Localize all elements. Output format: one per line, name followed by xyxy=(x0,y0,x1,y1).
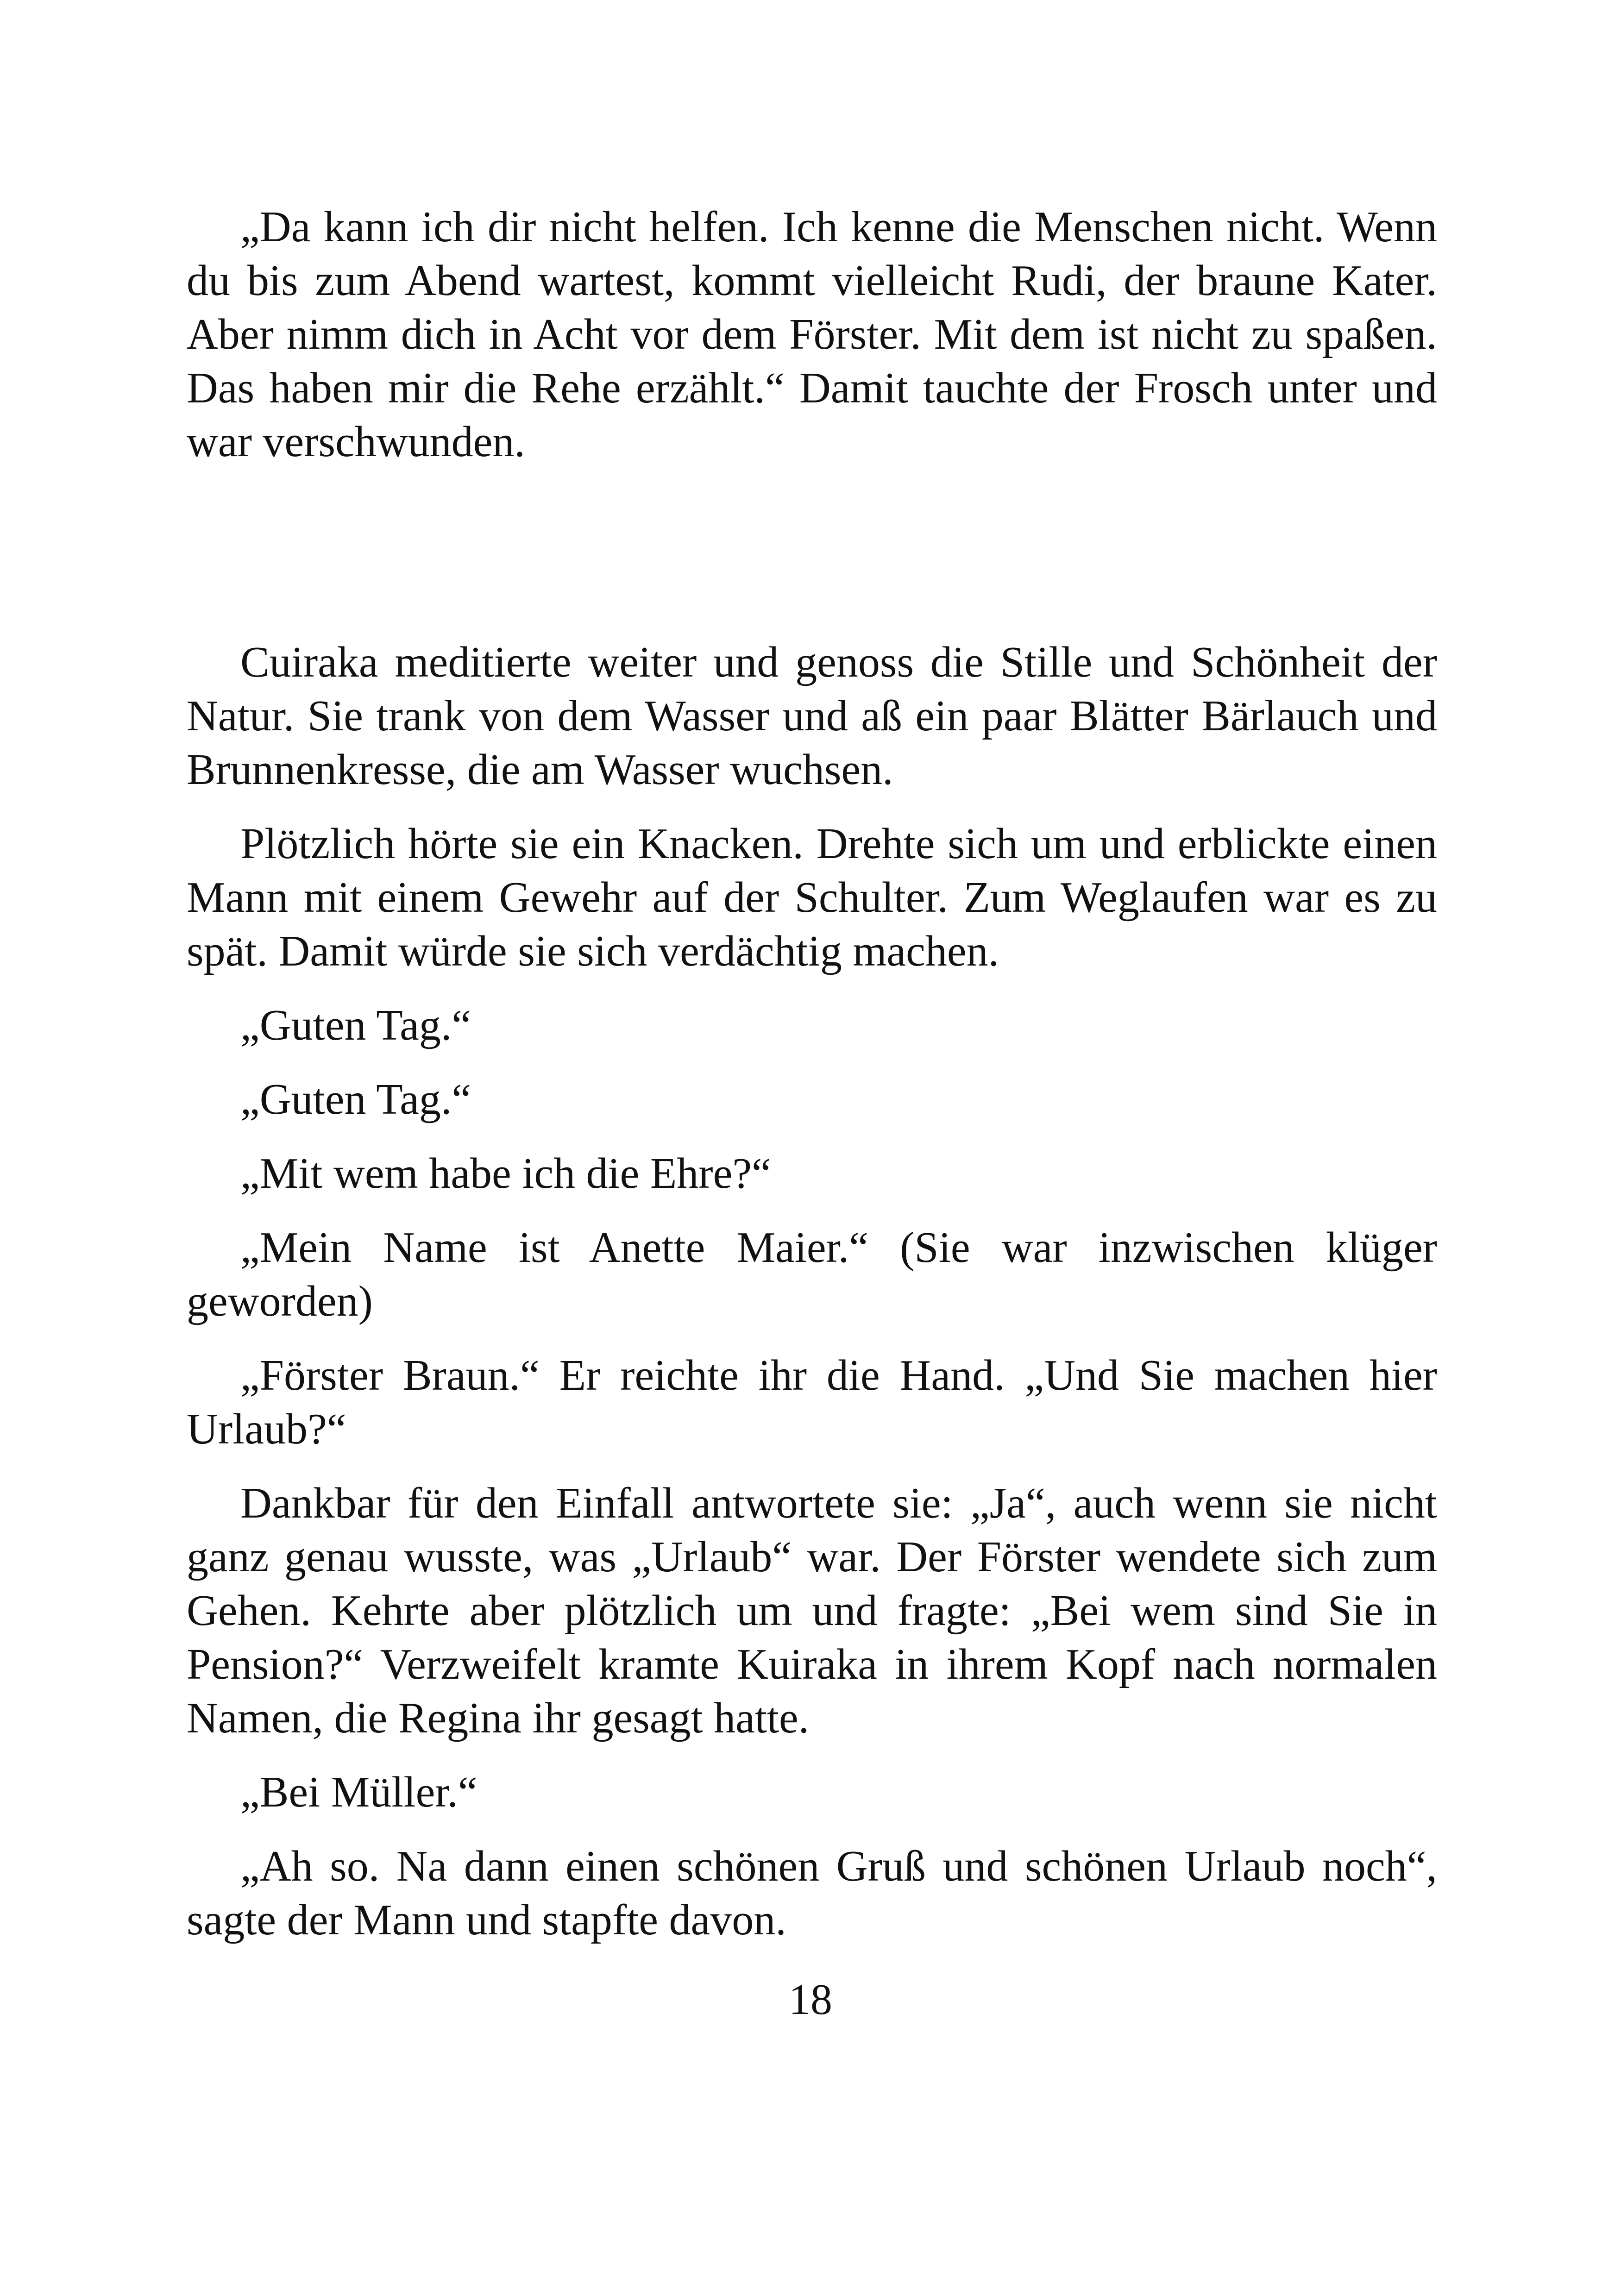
text-block-forester-scene xyxy=(187,635,1437,1967)
dialogue-line: „Bei Müller.“ xyxy=(240,1768,478,1816)
paragraph: „Da kann ich dir nicht helfen. Ich kenne die Menschen nicht. Wenn du bis zum Abend wartest, kommt vielleicht Rudi, der braune Kater. Aber nimm dich in Acht vor dem Förster. Mit dem ist nicht zu spaßen. Das haben mir die Rehe erzählt.“ Damit tauchte der Frosch unter und war verschwunden. xyxy=(187,203,1437,466)
dialogue-line: „Förster Braun.“ Er reichte ihr die Hand. „Und Sie machen hier Urlaub?“ xyxy=(187,1351,1437,1453)
paragraph: Plötzlich hörte sie ein Knacken. Drehte sich um und erblickte einen Mann mit einem Gewehr auf der Schulter. Zum Weglaufen war es zu spät. Damit würde sie sich verdächtig machen. xyxy=(187,820,1437,975)
dialogue-line: „Guten Tag.“ xyxy=(240,1075,471,1123)
text-block-frog-scene xyxy=(187,200,1437,469)
dialogue-line: „Mein Name ist Anette Maier.“ (Sie war inzwischen klüger geworden) xyxy=(187,1223,1437,1325)
paragraph: Cuiraka meditierte weiter und genoss die Stille und Schönheit der Natur. Sie trank von dem Wasser und aß ein paar Blätter Bärlauch und Brunnenkresse, die am Wasser wuchsen. xyxy=(187,638,1437,794)
page-number: 18 xyxy=(789,1976,832,2024)
paragraph: Dankbar für den Einfall antwortete sie: „Ja“, auch wenn sie nicht ganz genau wusste, was „Urlaub“ war. Der Förster wendete sich zum Gehen. Kehrte aber plötzlich um und fragte: „Bei wem sind Sie in Pension?“ Verzweifelt kramte Kuiraka in ihrem Kopf nach normalen Namen, die Regina ihr gesagt hatte. xyxy=(187,1479,1437,1742)
dialogue-line: „Mit wem habe ich die Ehre?“ xyxy=(240,1149,771,1198)
dialogue-line: „Ah so. Na dann einen schönen Gruß und schönen Urlaub noch“, sagte der Mann und stapfte davon. xyxy=(187,1842,1437,1944)
dialogue-line: „Guten Tag.“ xyxy=(240,1001,471,1049)
